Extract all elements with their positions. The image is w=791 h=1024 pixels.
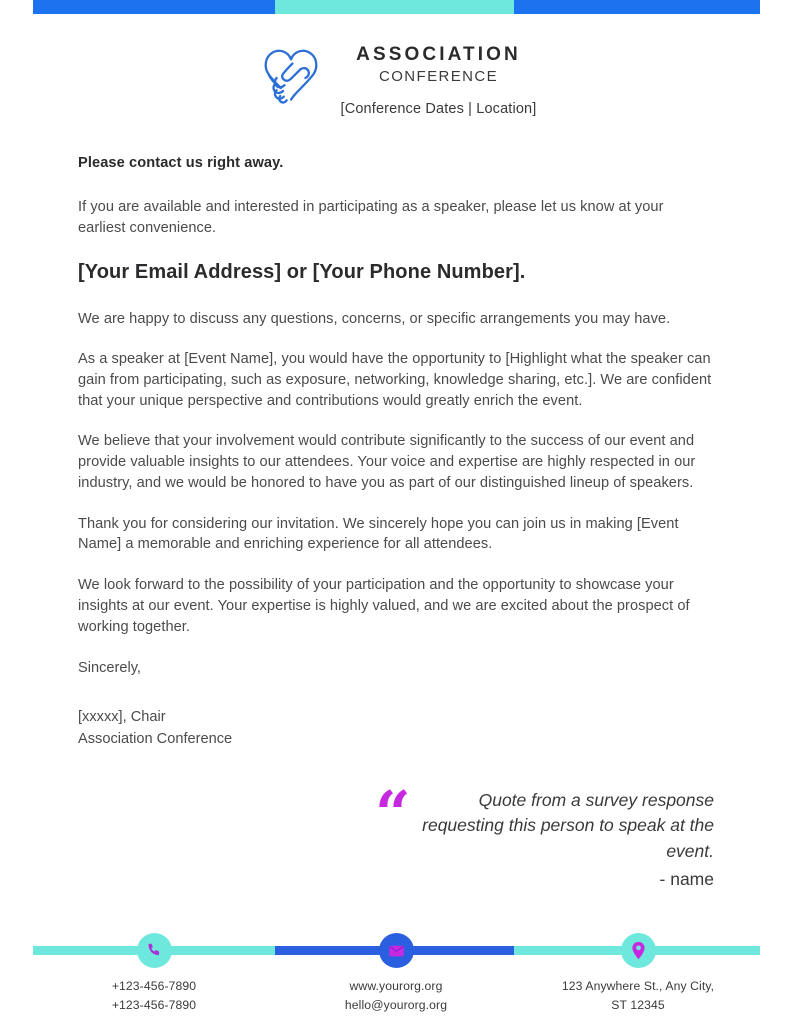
address-text-block — [562, 977, 714, 1015]
conference-dates-location: [Conference Dates | Location] — [340, 101, 537, 118]
phone-icon — [137, 933, 172, 968]
paragraph-6: We look forward to the possibility of your participation and the opportunity to showcase your insights at our event. Your expertise is highly valued, and we are excited about the prospect of working together. — [78, 577, 690, 635]
footer-column-address — [517, 924, 759, 1015]
paragraph-2: We are happy to discuss any questions, concerns, or specific arrangements you may have. — [78, 310, 671, 327]
brand-subtitle: CONFERENCE — [378, 67, 498, 85]
brand-text-block — [341, 38, 537, 117]
email-address[interactable]: hello@yourorg.org — [344, 997, 448, 1012]
closing-salutation: Sincerely, — [78, 660, 141, 677]
quote-text-wrap — [419, 788, 720, 892]
paragraph-3: As a speaker at [Event Name], you would have the opportunity to [Highlight what the speaker can gain from participating, such as exposure, networking, knowledge sharing, etc.]. We are confident that your unique perspective and contributions would greatly enrich the event. — [78, 351, 712, 409]
paragraph-1: If you are available and interested in participating as a speaker, please let us know at your earliest convenience. — [78, 199, 664, 236]
phone-line-1: +123-456-7890 — [111, 979, 197, 993]
handshake-heart-icon — [255, 42, 327, 114]
envelope-icon — [379, 933, 414, 968]
footer-column-web-email — [275, 924, 517, 1015]
signer-organization: Association Conference — [78, 731, 233, 748]
paragraph-4: We believe that your involvement would contribute significantly to the success of our event and provide valuable insights to our attendees. Your voice and expertise are highly respected in our industry, and we would be honored to have you as part of our distinguished lineup of speakers. — [78, 433, 696, 491]
footer — [0, 924, 791, 1024]
location-pin-icon — [621, 933, 656, 968]
contact-placeholder-line: [Your Email Address] or [Your Phone Number]. — [78, 260, 526, 283]
brand-title: ASSOCIATION — [356, 44, 521, 65]
phone-line-2: +123-456-7890 — [111, 997, 197, 1012]
pull-quote — [375, 777, 720, 892]
top-bar-segment-left — [33, 0, 275, 14]
address-line-2: ST 12345 — [611, 997, 665, 1012]
website-url[interactable]: www.yourorg.org — [349, 979, 443, 993]
quote-text: Quote from a survey response requesting this person to speak at the event. — [422, 790, 714, 861]
signature-block — [78, 706, 712, 751]
top-bar-segment-right — [514, 0, 760, 14]
address-line-1: 123 Anywhere St., Any City, — [561, 979, 715, 993]
top-color-bar — [33, 0, 760, 14]
quotation-mark-icon: “ — [375, 777, 409, 850]
lead-headline: Please contact us right away. — [78, 155, 284, 171]
footer-column-phone — [33, 924, 275, 1015]
letterhead — [0, 38, 791, 117]
signer-name: [xxxxx], Chair — [78, 708, 166, 725]
paragraph-5: Thank you for considering our invitation. We sincerely hope you can join us in making [Event Name] a memorable and enriching experience for all attendees. — [78, 515, 679, 553]
web-email-text-block — [345, 977, 447, 1015]
phone-text-block — [112, 977, 196, 1015]
top-bar-segment-middle — [275, 0, 514, 14]
letter-body — [78, 153, 712, 751]
logo-lockup — [255, 38, 537, 117]
footer-columns — [33, 924, 760, 1015]
quote-attribution: - name — [659, 869, 714, 890]
